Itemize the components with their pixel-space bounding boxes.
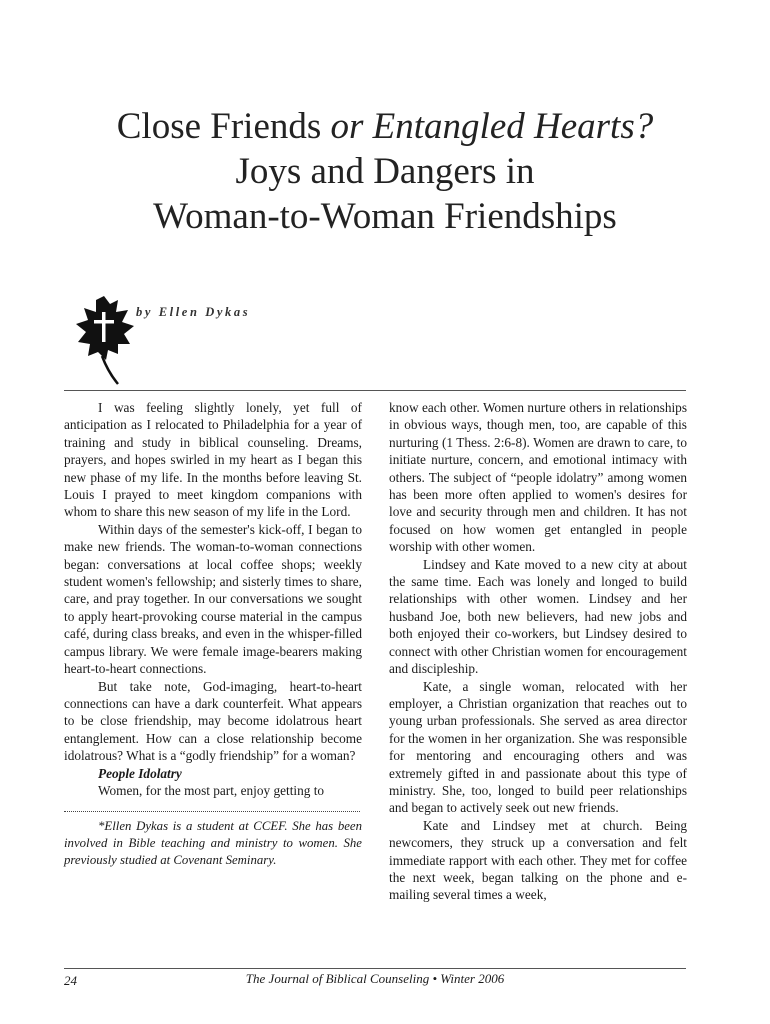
oak-leaf-cross-icon [74,294,136,386]
paragraph: Lindsey and Kate moved to a new city at about the same time. Each was lonely and longed to build relationships with other women. Lindsey and her husband Joe, both new believers, had new jobs and both enjoyed their co-workers, but Lindsey desired to connect with other Christian women for encouragement and discipleship. [389,556,687,677]
byline: by Ellen Dykas [136,305,251,319]
paragraph: know each other. Women nurture others in relationships in obvious ways, though men, too, are capable of this nurturing (1 Thess. 2:6-8). Women are drawn to care, to initiate nurture, concern, and emotional intimacy with others. The subject of “people idolatry” among women has been more often applied to women's desires for love and security through men and children. It has not focused on how women get entangled in people worship with other women. [389,400,687,555]
paragraph: I was feeling slightly lonely, yet full of anticipation as I relocated to Philadelphia for a year of training and study in biblical counseling. Dreams, prayers, and hopes swirled in my heart as I began this new phase of my life. In the months before leaving St. Louis I prayed to meet kingdom companions with whom to share this new season of my life in the Lord. [64,400,362,520]
left-column [64,399,362,869]
paragraph: Kate, a single woman, relocated with her employer, a Christian organization that reaches out to young urban professionals. She served as area director for the women in her organization. She was responsible for mentoring and encouraging others and was extremely gifted in and passionate about this type of ministry. She, too, longed to build peer relationships and began to actively seek out new friends. [389,678,687,816]
bottom-rule [64,968,686,969]
paragraph: Kate and Lindsey met at church. Being newcomers, they struck up a conversation and felt immediate rapport with each other. They met for coffee the next week, began talking on the phone and e-mailing several times a week, [389,817,687,903]
running-footer: The Journal of Biblical Counseling • Winter 2006 [245,971,505,986]
page-number: 24 [64,973,77,988]
author-footnote: *Ellen Dykas is a student at CCEF. She has been involved in Bible teaching and ministry to women. She previously studied at Covenant Seminary. [64,819,362,868]
footnote-rule [64,811,360,812]
paragraph: Within days of the semester's kick-off, I began to make new friends. The woman-to-woman connections began: conversations at local coffee shops; weekly student women's fellowship; and sisterly times to share, care, and pray together. In our conversations we sought to apply heart-provoking course material in the campus café, during class breaks, and even in the whisper-filled campus library. We were female image-bearers making heart-to-heart connections. [64,521,362,677]
right-column [389,399,687,904]
article-title [40,104,730,239]
top-rule [64,390,686,391]
section-heading: People Idolatry [98,765,182,781]
title-part-1: Close Friends [116,106,331,147]
title-line-3: Woman-to-Woman Friendships [153,196,617,237]
title-line-2: Joys and Dangers in [235,151,535,192]
paragraph: But take note, God-imaging, heart-to-heart connections can have a dark counterfeit. What appears to be close friendship, may become idolatrous heart entanglement. How can a close relationship become idolatrous? What is a “godly friendship” for a woman? [64,678,362,764]
paragraph: Women, for the most part, enjoy getting to [98,782,325,798]
title-part-2: or Entangled Hearts? [330,106,654,147]
